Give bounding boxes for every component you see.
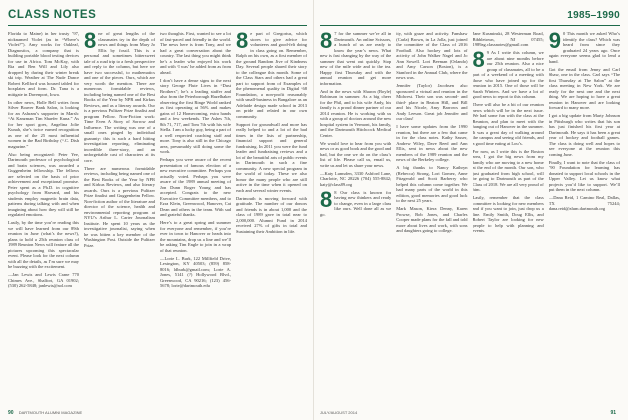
paragraph-text: And in the news with Sharon (Boyle) Robinson in summer. As a big cheer for the Phil, and to his wife Andy, his family is a proud dinner partner of our 2014 reunion. He is working with us with a group of doctors around the new hospital system in Vermont, his family, and the Dartmouth Hitchcock Medical Center. (320, 88, 392, 138)
paragraph-text: —Lorie L. Burk, 122 Millfield Drive, Lexington, KY 40503; (859) 858-8016; ldburk@gmail.com; Lorie A. Jones, 5141 (?) Hollywood Blvd., Greenwood, CA 90216; (123) 456-5678; lorie@dartmouth.edu (160, 255, 231, 288)
note-paragraph (473, 31, 544, 48)
note-paragraph (8, 152, 79, 218)
class-year-dropcap: 9 (548, 31, 561, 53)
note-paragraph (8, 100, 79, 150)
paragraph-text: 0 This month we asked Who’s identify the class? Which was heard from since they graduated 24 years ago. Once again everyone seems glad to lend a hand. (548, 31, 620, 64)
footer-magazine-name: DARTMOUTH ALUMNI MAGAZINE (18, 410, 83, 415)
note-paragraph (160, 256, 231, 289)
note-paragraph (320, 89, 391, 139)
paragraph-text: ity, with graze and activity. Fanshaw (Carla) Brown, in La Jolla, just joined the committee of the Class of 2016 Football. Also hockey and lots of activity of John Walker Nagel and Jo Ann Sowell. Lori Beeman (Orlando) and Amy Carson (Boston), is a Stanford in the Annual Club, where the news was. (396, 31, 468, 80)
paragraph-text: Got the email from Jenny and Carl Shaw, one in the class. Carl says “The first Thursday at The Salon” at the class meeting in New York. We are ready for the next one and the next thing. We are hoping to have a great reunion in Hanover and are looking forward to many more. (548, 66, 620, 110)
paragraph-text: Lastly, remember that the class committee is looking for new members and if you want to join, just drop us a line. Emily Smith, Doug Ellis, and Robert Taylor are looking for new people to help with planning and events. (472, 195, 544, 233)
note-paragraph (8, 31, 79, 97)
note-paragraph (160, 220, 231, 253)
paragraph-text: —Jan Lewis and Lewis Crane 770 Chimes Ave., Shalfort, GA 01902; (530) 262-5848; janlewis@aol.com (8, 272, 79, 288)
note-paragraph (160, 78, 231, 155)
note-paragraph (160, 157, 231, 218)
right-footer (320, 410, 620, 416)
paragraph-text: Florida to Maine) in her trusty ’97, nicknamed Violet (as in “Where’s Violet?”). Amy works for Oakleaf, Diagnostics, a company that is building portable blood testing devices for use in Africa. Tom McKay, with Ria and Ben Will and Lily also dropped by during their winter break ski trip. Weather at The Nude Dance Robert Kellford was housed tabled for boxplates and form. Dr. Tana is a mitigate in Davenport, Iowa. (8, 31, 79, 97)
right-columns (320, 31, 620, 415)
column (236, 31, 307, 415)
right-page (314, 0, 628, 420)
note-paragraph (549, 67, 620, 111)
note-paragraph (320, 186, 392, 218)
note-paragraph (396, 124, 467, 163)
note-paragraph (320, 141, 391, 169)
paragraph-text: There are numerous formidable reviews, including being named one of the Best Books of the Year by NPR and Kirkus Reviews, and also literary awards. Ours is a previous Pulitzer Prize finalist and Guggenheim Fellow. Non-fiction author of the literature and director of the science, health and environmental reporting program at NYU’s Arthur L. Carter Journalism Institute. He spent 10 years as the investigative journalist, saying when he was bitten a key member of the Washington Post. Outside the Pulitzer Prize. (84, 165, 155, 248)
page-number: 90 (8, 410, 14, 416)
paragraph-text: 9 As I write this column, we are about nine months before our 25th reunion. Also a nice group of classmates, all to be a part of a weekend of a meeting with those who have joined up for the reunion in 2015. One of those will be Sarah Winters. And we have a lot of good news to report to this column. (472, 50, 544, 99)
year-range: 1985–1990 (567, 9, 620, 21)
note-paragraph (84, 166, 155, 249)
paragraph-text: 7 for the summer we’re all in Dartmouth. An online Scissors, a bunch of us are ready to know the year’s news. What new is fast changing by the way of the summer that went out quickly. Stop new of the mile wide and to the tea. Happy first Thursday and with the annual reunion and get more information. (320, 31, 392, 86)
note-paragraph (549, 113, 620, 157)
class-year-dropcap: 8 (236, 31, 249, 53)
paragraph-text: We would love to hear from you with news or as good book and the good and bad, but the one we do on the class’s list of life. Please call us, email us, write us and let us share your news. (320, 140, 392, 168)
note-paragraph (236, 196, 307, 235)
paragraph-text: For now, as I write this is the Boston area, I got the big news from my family who are moving to a new home at the end of the month. Our son, who just graduated from high school, will be going to Dartmouth as part of the Class of 2018. We are all very proud of him. (472, 148, 544, 192)
paragraph-text: Perhaps you were aware of the recent presentation of famous election of a new executive committee. Perhaps you actually voted. Perhaps you were aware of the 1989 annual meeting of Jon Dunn Roger Young and has accepted. Congrats to the new Executive Committee members, and to Ezra Klein, Greenwood, Hanover, Cat Dean and others in the team. With sad and grateful thanks. (160, 157, 231, 217)
paragraph-text: Finally, I want to note that the class of ’90 Foundation for learning has donated to support local schools in the Upper Valley. Let us know what projects you’d like to support. We’ll put them in the next column. (548, 159, 620, 192)
footer-issue-date: JULY/AUGUST 2014 (320, 410, 358, 415)
paragraph-text: I have some updates from the 1990 reunion, but there are a few that came in for the class notes. Kathy Sasser, Andrew Wiley, Dave Reed and Ann Ellis, sent in news about the new members of the 1989 reunion and the news of the Berkeley college. (396, 124, 468, 162)
column (8, 31, 79, 415)
left-columns (8, 31, 307, 415)
note-paragraph (320, 171, 391, 188)
paragraph-text: —Katy Lumsden, 3330 Ashford Lane, Charlotte, NC 28226 (704) 555-8842; katy@class89.org (320, 170, 392, 187)
class-year-dropcap: 8 (472, 47, 485, 72)
class-year-dropcap: 8 (320, 186, 333, 212)
note-paragraph (84, 31, 155, 163)
page-number: 91 (610, 410, 616, 416)
paragraph-text: two thoughts. First, wanted to see a lot of fast-paced and friendly in the world. The news here is from Tony, and we had a great conversation about the country. The last thing you might think he’s a leader who enjoyed his work and with ‘I was’ he added from as from ahead. (160, 31, 231, 75)
paragraph-text: Also being recognized: Peter Yee, Dartmouth professor of psychological and brain sciences, was awarded a Guggenheim fellowship. The fellows are selected on the basis of prior achievement and exceptional promise. Peter spent as a Ph.D. in cognitive psychology from Harvard, and his students employ magnetic brain data, patterns during talking with and when imagining about how they will still be regulated emotions. (8, 151, 79, 217)
paragraph-text: e part of Gregorius, which stores to give advice for volunteers and good-felt doing in class going on. Remember, Ralph on his own, as a first member of the ground Random Jive of Kindness Day. Several people shared their story to the colleague this month. Some of the Class Stars and others had a great part to support from of Examples of the phenomenal quality in Digital ‘68 Foundation, a non-profit reasonably with small-business in Bangalore as an Adelaide design made school in 2013 on pride and related in our own community. (236, 31, 307, 119)
left-header (8, 7, 307, 23)
paragraph-text: —Dana Reid, 1 Camino Real, Dallas, TX 75244; dana.reid@alum.dartmouth.org (548, 195, 620, 211)
note-paragraph (236, 122, 307, 194)
section-title: CLASS NOTES (8, 9, 97, 21)
column (473, 31, 544, 415)
note-paragraph (396, 31, 467, 81)
column (549, 31, 620, 415)
note-paragraph (473, 195, 544, 234)
note-paragraph (473, 149, 544, 193)
paragraph-text: Here’s to a great spring and summer for everyone and remember, if you’re ever in town to Hanover or heads into the mountains, drop us a line and we’ll be asking Tim Engle to join in a wrap of that reunion. (160, 220, 231, 253)
note-paragraph (549, 31, 620, 64)
left-footer (8, 410, 305, 416)
paragraph-text: Jane Kusminski, 28 Westerman Road, Bibbletown, NJ 07455; 1989ag.classnotes@gmail.com (472, 31, 544, 47)
note-paragraph (8, 220, 79, 270)
column (396, 31, 467, 415)
note-paragraph (549, 195, 620, 212)
column (160, 31, 231, 415)
note-paragraph (472, 47, 544, 100)
note-paragraph (320, 31, 391, 86)
footer-left-group (8, 410, 82, 416)
column (84, 31, 155, 415)
paragraph-text: There will also be a bit of our reunion news which will be in the next issue. We had some fun with the class at the Reunion, and plan to meet with the hanging out of Hanover in the summer. It was a great day of walking around the campus and seeing old friends, and a good time eating at Lou’s. (472, 102, 544, 146)
note-paragraph (396, 206, 467, 234)
header-rule (8, 25, 307, 26)
paragraph-text: I don’t have a dense signs to the next story George Flute Lives in “Dust Brothers”; he’s a leading staffer and also from the Peterborough Hazelbaker observing the first Ringe World ranked as first operating at 56% and makes gains of 12 Homecoming, extra hands and a few weekends. The Ashes 7th, 8th 71, 717, and Tom 7th with his wife Stella. I am a lucky guy, being a part of a well respected coaching staff and more. Tony is also still in the Chicago area, presumably still doing some the work. (160, 77, 231, 154)
class-year-dropcap: 8 (320, 31, 333, 53)
paragraph-text: Jennifer (Taylor) Jacobsen also sponsored a virtual and reunion in the Midwest. Their son was second- and third- place in Beaton Hill, and Bill and his Nicole, Amy Barrows and Andy Leeson. Great job Jennifer and our class! (396, 83, 468, 121)
paragraph-text: Mark Mason, Kiera Denny, Karen Prowse, Bob Jones, and Charles Cooper made plans for the fall and told more about lives and work, with sons and daughters going to college. (396, 206, 468, 233)
note-paragraph (549, 160, 620, 193)
note-paragraph (396, 165, 467, 204)
paragraph-text: I got a big update from Marty Johnson in Pittsburgh who writes that his son has just finished his first year at Dartmouth. He says it has been a great year of hockey and football games. The class is doing well and hopes to see everyone at the reunion this coming June. (548, 113, 620, 157)
note-paragraph (160, 31, 231, 75)
column (320, 31, 391, 415)
paragraph-text: ne of great lengths of the classmates try in the depth of news and things from Mary Jo Ellis by fossil. This is a personal and sometimes bittersweet tale of a road trip to a fresh perspective and reply to the column, but here we have two successful, to mathematics and one of the pieces. Ours, which are very worth the mention. There are numerous formidable reviews, including being named one of the Best Books of the Year by NPR and Kirkus Reviews, and as a literary awards. Our is a previous Pulitzer Prize finalist and program Fellow. Non-Fiction work: Time Even A Story of Sorrow and Influence. The writing was one of a small ones pinged by individual guaranty: this is such a hard hitting investigation reporting, eliminating incredible three-story, and an unforgettable cast of characters at its core. (84, 31, 155, 163)
class-year-dropcap: 8 (84, 31, 97, 53)
paragraph-text: 8 Our class is known for having new thinkers and ready to change, even in a large class like ours. Well done all as we go. (320, 189, 392, 217)
paragraph-text: Dartmouth is moving forward with gratitude. The number of our donors and friends is in about 1,000 and the class of 1989 gave in total near to 2,000,000. Alumni Fund in 2014 received 27% of gifts in total and Sustaining their Ambition in life. (236, 195, 307, 234)
paragraph-text: Support for groundwall and more has really helped to and a lot of the bad times in the lists of partnership, financial support and general fundraising. In 2011 you were the fund leader and fundraising reviews and a lot of the beautiful arts of public events in Dartmouth in such a fine community. A new special program in the world of today. These we also honor the many people who are still active in the time when it opened on each and several winter events. (236, 121, 307, 193)
note-paragraph (473, 102, 544, 146)
header-rule (320, 25, 620, 26)
paragraph-text: Lastly, by the time you’re reading this we will have learned from our 89th reunion in June (what’s the news?), plans to hold a 25th reunion class of 1989 Reunion News will feature all the pictures upcoming this spectacular event. Please look for the next column with all the details, as I’m sure we may be buzzing with the excitement. (8, 220, 79, 269)
note-paragraph (8, 272, 79, 289)
note-paragraph (236, 31, 307, 119)
paragraph-text: A big thanks to Nancy Kathryn (Rebecca) Strong, Lori Gomez, Anne Fitzgerald and Scott Barberry who helped this column come together. We had many parts of the world in this edition, good memories and good luck to the next 25 years. (396, 165, 468, 203)
paragraph-text: In other news, Holle Bell writes from Silver Boaver Bank Salon, is looking for an Ashram’s supporter in Marsh: “At Kanzman Tim Shaefer Kuna.” As for her sport goes, Angelina Jolie Kunah, she’s twice earned recognition as one of the 25 most influential women in the Bad Birthday (“.C. Dish magazine.” (8, 99, 79, 149)
right-header (320, 7, 620, 23)
note-paragraph (396, 83, 467, 122)
